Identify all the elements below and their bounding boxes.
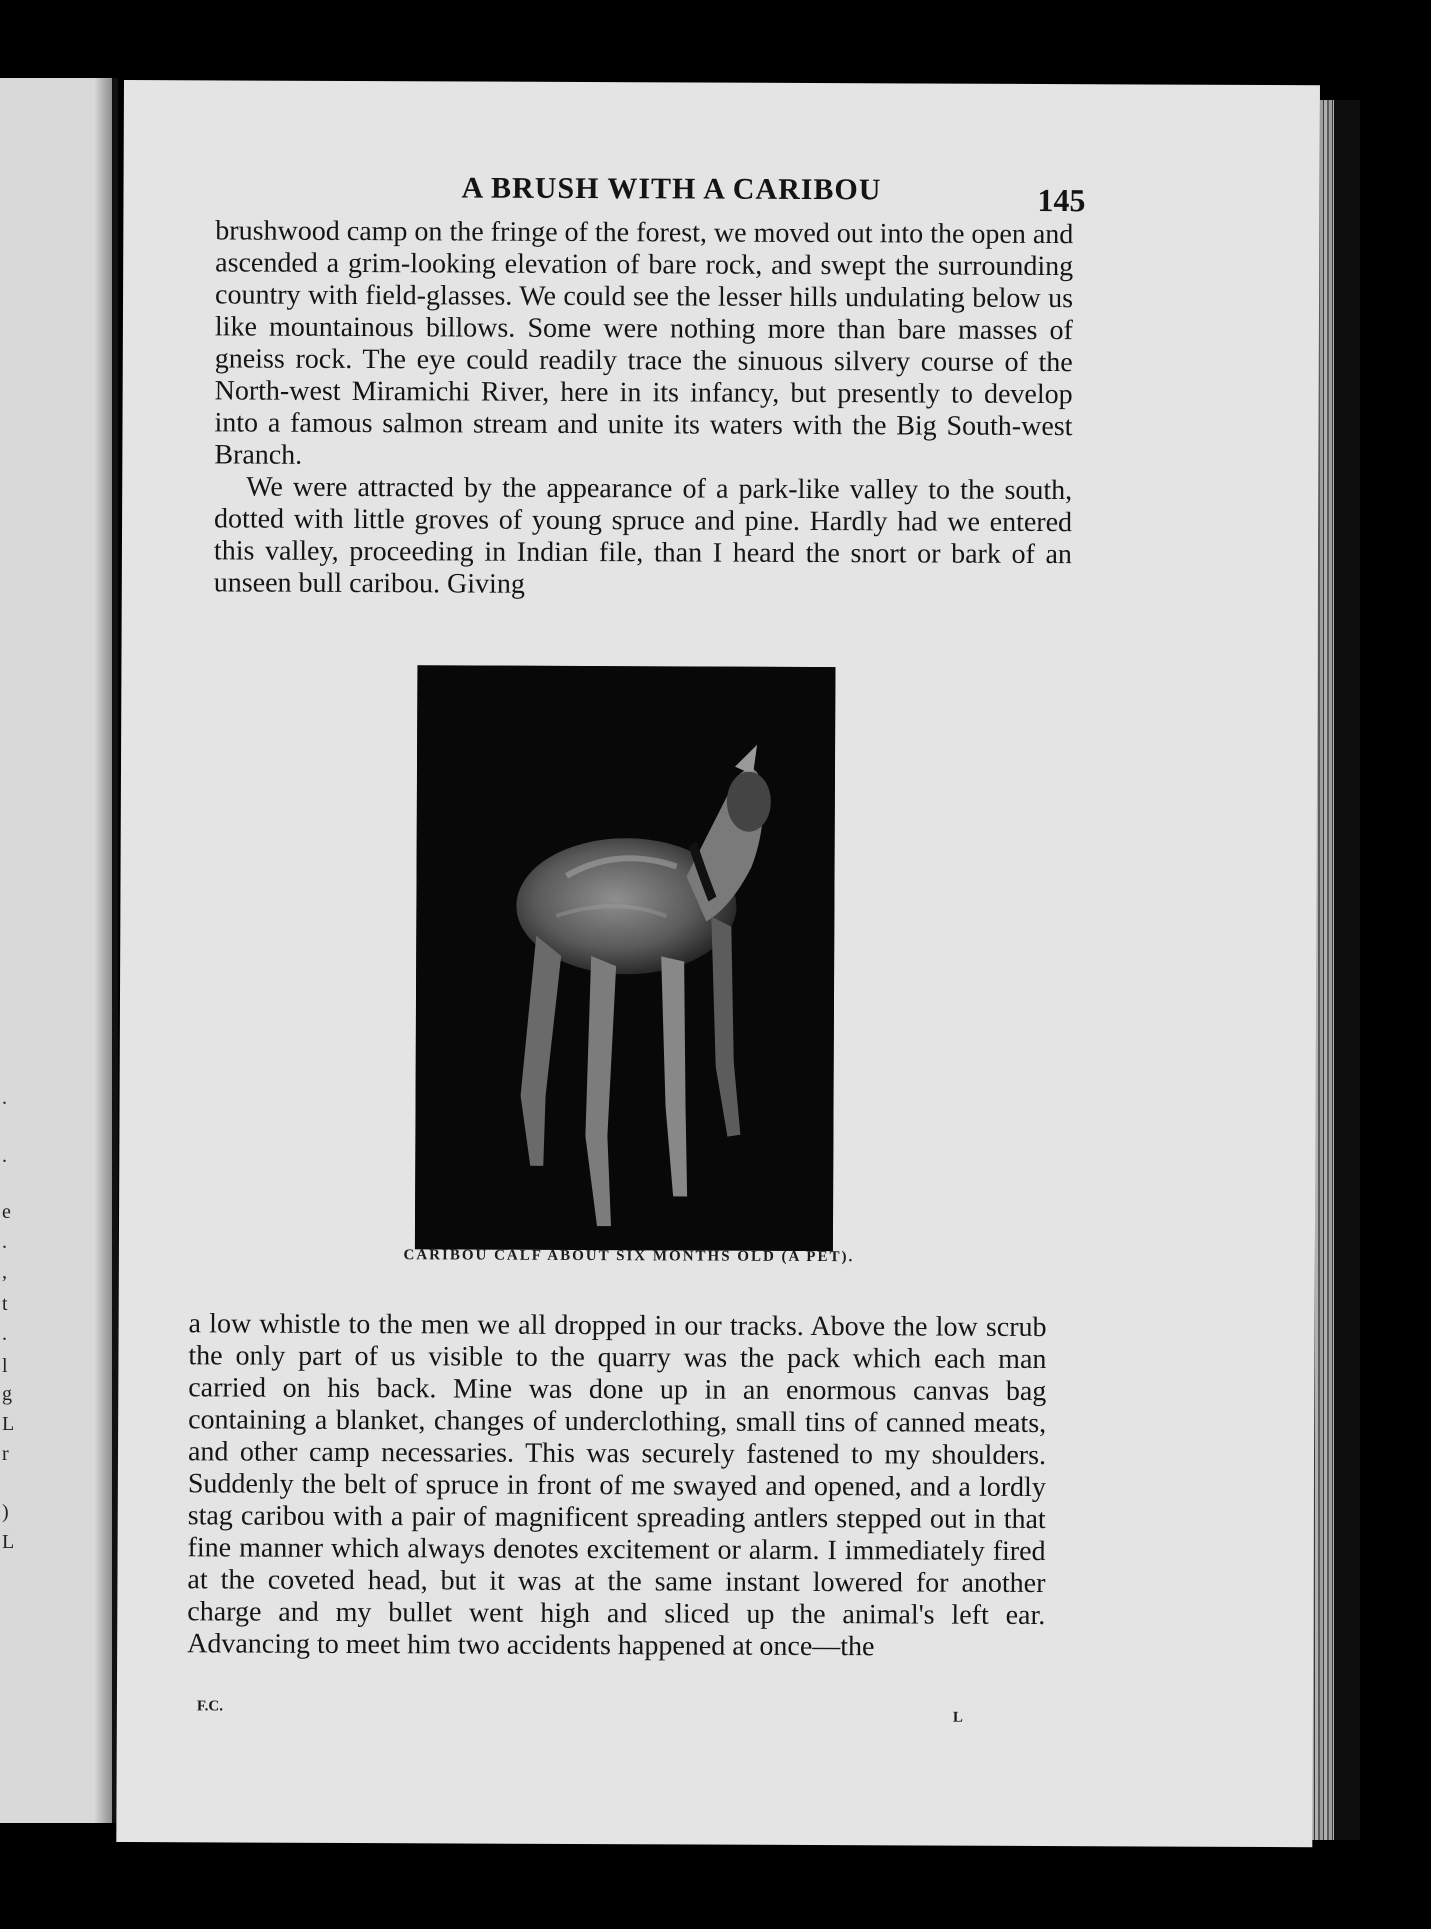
figure-caption: CARIBOU CALF ABOUT SIX MONTHS OLD (A PET). (403, 1247, 855, 1266)
caribou-photograph (415, 665, 836, 1251)
facing-page (0, 78, 118, 1823)
page-header (124, 168, 1320, 219)
paragraph: a low whistle to the men we all dropped in our tracks. Above the low scrub the only part of us visible to the quarry was the pack which each man carried on his back. Mine was done up in an enormous canvas bag containing a blanket, changes of underclothing, small tins of canned meats, and other camp necessaries. This was securely fastened to my shoulders. Suddenly the belt of spruce in front of me swayed and opened, and a lordly stag caribou with a pair of magnificent spreading antlers stepped out in that fine manner which always denotes excitement or alarm. I immediately fired at the coveted head, but it was at the same instant lowered for another charge and my bullet went high and sliced up the animal's left ear. Advancing to meet him two accidents happened at once—the (187, 1308, 1047, 1663)
left-page-mark: L (2, 1413, 15, 1435)
left-page-mark: ) (2, 1501, 9, 1523)
paragraph: brushwood camp on the fringe of the forest, we moved out into the open and ascended a grim-looking elevation of bare rock, and swept the surrounding country with field-glasses. We could see the lesser hills undulating below us like mountainous billows. Some were nothing more than bare masses of gneiss rock. The eye could readily trace the sinuous silvery course of the North-west Miramichi River, here in its infancy, but presently to develop into a famous salmon stream and unite its waters with the Big South-west Branch. (214, 215, 1074, 471)
caribou-calf-illustration (415, 665, 836, 1251)
left-page-mark: l (2, 1355, 8, 1377)
signature-mark-right: L (952, 1709, 963, 1726)
left-page-mark: L (2, 1531, 15, 1553)
gutter-shadow (94, 78, 112, 1823)
left-page-mark: g (2, 1383, 12, 1405)
left-page-mark: . (2, 1145, 7, 1167)
page-footer (117, 1698, 1313, 1726)
left-page-mark: , (2, 1261, 7, 1283)
running-head: A BRUSH WITH A CARIBOU (461, 171, 882, 207)
left-page-mark: r (2, 1443, 9, 1465)
left-page-mark: . (2, 1087, 7, 1109)
left-page-mark: t (2, 1293, 8, 1315)
left-page-mark: . (2, 1323, 7, 1345)
body-text-bottom (187, 1280, 1047, 1692)
signature-mark-left: F.C. (196, 1698, 224, 1715)
book-edge-shadow (1334, 100, 1360, 1840)
body-text-top (214, 215, 1074, 603)
page-number: 145 (1037, 181, 1086, 219)
paragraph: We were attracted by the appearance of a park-like valley to the south, dotted with little groves of young spruce and pine. Hardly had we entered this valley, proceeding in Indian file, than I heard the snort or bark of an unseen bull caribou. Giving (213, 471, 1073, 600)
book-page (116, 80, 1320, 1847)
left-page-mark: e (2, 1201, 11, 1223)
left-page-mark: . (2, 1231, 7, 1253)
